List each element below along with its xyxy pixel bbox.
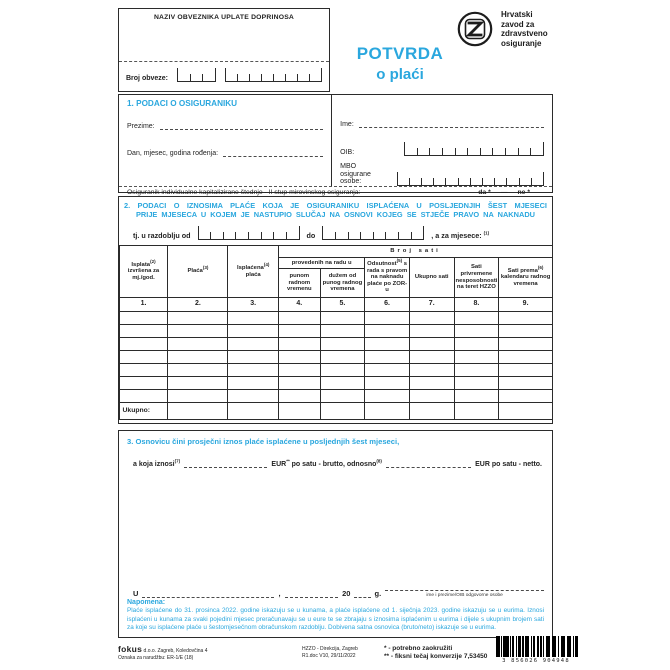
- mbo-label: MBO osigurane osobe:: [340, 163, 371, 185]
- hzzo-logo: [456, 10, 548, 53]
- oib-label: OIB:: [340, 149, 355, 156]
- barcode-digits: 3 856026 904948: [502, 657, 570, 664]
- table-cell[interactable]: [119, 338, 168, 351]
- barcode-bars-icon: [496, 636, 578, 657]
- table-cell[interactable]: [320, 312, 365, 325]
- table-cell[interactable]: [119, 390, 168, 403]
- table-cell[interactable]: [454, 312, 499, 325]
- col-header-sati-kalendar: Sati prema$^{(6)}$ kalendaru radnog vremena: [499, 258, 553, 298]
- ukupno-row: [119, 403, 553, 420]
- iznos-brutto-field[interactable]: [184, 458, 267, 468]
- obveznik-box-title: NAZIV OBVEZNIKA UPLATE DOPRINOSA: [153, 14, 295, 21]
- table-cell[interactable]: [119, 364, 168, 377]
- prezime-label: Prezime:: [127, 123, 155, 130]
- iznos-label: a koja iznosi$^{(7)}$: [133, 458, 181, 468]
- table-cell[interactable]: [409, 364, 454, 377]
- broj-obveze-label: Broj obveze:: [126, 75, 169, 82]
- table-cell[interactable]: [454, 377, 499, 390]
- note-zaokruziti: * - potrebno zaokružiti: [384, 645, 453, 652]
- table-cell[interactable]: [365, 364, 410, 377]
- table-cell[interactable]: [119, 377, 168, 390]
- table-cell[interactable]: [499, 377, 553, 390]
- table-cell[interactable]: [168, 390, 228, 403]
- stednja-label: Osiguranik individualne kapitalizirane štednje - II stup mirovinskog osiguranja:: [127, 188, 361, 196]
- signature-field[interactable]: [385, 581, 544, 591]
- table-empty-row: [119, 377, 553, 390]
- table-cell[interactable]: [320, 390, 365, 403]
- col-group-broj-sati: Broj sati: [279, 246, 553, 258]
- table-cell[interactable]: [320, 364, 365, 377]
- table-cell[interactable]: [454, 325, 499, 338]
- table-cell[interactable]: [454, 338, 499, 351]
- table-cell[interactable]: [168, 364, 228, 377]
- napomena-text: Plaće isplaćene do 31. prosinca 2022. godine iskazuju se u kunama, a plaće isplaćene od 1. siječnja 2023. godine iskazuju se u eurima. Iznosi isplaćeni u kunama za svaki pojedini mjesec preračunavaju se u eure te se zbrajaju s iznosima isplaćenim u eurima i dijele s ukupnim brojem sati za koje su isplaćene plaće u šestomjesečnom obračunskom razdoblju. Dobivena satna osnovica (bruto/neto) iskazuje se u eurima.: [127, 607, 544, 632]
- table-empty-row: [119, 390, 553, 403]
- napomena-label: Napomena:: [127, 599, 166, 606]
- razdoblje-do-label: do: [306, 231, 316, 240]
- col-number: 7.: [409, 298, 454, 312]
- table-cell[interactable]: [228, 390, 279, 403]
- table-cell[interactable]: [499, 312, 553, 325]
- col-number: 5.: [320, 298, 365, 312]
- ukupno-cell[interactable]: [228, 403, 279, 420]
- broj-obveze-field-1[interactable]: [177, 68, 216, 82]
- table-cell[interactable]: [279, 325, 321, 338]
- ime-field[interactable]: [359, 118, 544, 128]
- table-cell[interactable]: [499, 364, 553, 377]
- table-cell[interactable]: [168, 377, 228, 390]
- col-header-duzem: dužem od punog radnog vremena: [320, 269, 365, 298]
- table-empty-row: [119, 351, 553, 364]
- col-header-odsutnost: Odsutnost$^{(5)}$ s rada s pravom na naknadu plaće po ZOR-u: [365, 258, 410, 298]
- ukupno-cell[interactable]: [168, 403, 228, 420]
- col-header-sati-hzzo: Sati privremene nesposobnosti na teret HZZO: [454, 258, 499, 298]
- table-cell[interactable]: [119, 351, 168, 364]
- table-cell[interactable]: [365, 390, 410, 403]
- hzzo-info: HZZO - Direkcija, Zagreb R1.doc V10, 29/11/2022: [302, 646, 358, 659]
- section-1-podaci-o-osiguraniku: [118, 94, 553, 196]
- stednja-ne-option[interactable]: ne *: [517, 188, 530, 196]
- table-cell[interactable]: [409, 377, 454, 390]
- rodjenje-label: Dan, mjesec, godina rođenja:: [127, 150, 219, 157]
- table-cell[interactable]: [409, 390, 454, 403]
- table-cell[interactable]: [168, 351, 228, 364]
- table-cell[interactable]: [168, 325, 228, 338]
- table-cell[interactable]: [228, 312, 279, 325]
- col-header-placa: Plaća$^{(3)}$: [168, 246, 228, 298]
- table-cell[interactable]: [499, 351, 553, 364]
- broj-obveze-field-2[interactable]: [225, 68, 322, 82]
- ukupno-cell[interactable]: [409, 403, 454, 420]
- footer: [118, 645, 578, 669]
- table-cell[interactable]: [228, 325, 279, 338]
- section-2-heading: 2. PODACI O IZNOSIMA PLAĆE KOJA JE OSIGURANIKU ISPLAĆENA U POSLJEDNJIH ŠEST MJESECI PRIJE MJESECA U KOJEM JE NASTUPIO SLUČAJ NA OSNOVI KOJEG SE STJEČE PRAVO NA NAKNADU: [124, 201, 547, 219]
- razdoblje-do-field[interactable]: [322, 226, 424, 240]
- printer-info: fokus d.o.o. Zagreb, Koledovčina 4 Oznaka za narudžbu: ER-1/E (18): [118, 646, 288, 661]
- ukupno-cell[interactable]: [320, 403, 365, 420]
- hzzo-logo-text: Hrvatski zavod za zdravstveno osiguranje: [501, 10, 548, 48]
- table-cell[interactable]: [365, 312, 410, 325]
- col-header-punom: punom radnom vremenu: [279, 269, 321, 298]
- printer-brand: fokus: [118, 644, 143, 654]
- col-number: 8.: [454, 298, 499, 312]
- col-header-isplacena-placa: Isplaćena$^{(4)}$ plaća: [228, 246, 279, 298]
- col-header-isplata: Isplata$^{(2)}$ izvršena za mj./god.: [119, 246, 168, 298]
- ukupno-cell[interactable]: [499, 403, 553, 420]
- ukupno-cell[interactable]: [454, 403, 499, 420]
- obveznik-box: [118, 8, 330, 92]
- eur-brutto-label: EUR** po satu - brutto, odnosno$^{(8)}$: [271, 458, 382, 468]
- table-cell[interactable]: [228, 351, 279, 364]
- table-cell[interactable]: [228, 377, 279, 390]
- col-number: 4.: [279, 298, 321, 312]
- godina-label: g.: [374, 588, 382, 598]
- table-empty-row: [119, 338, 553, 351]
- table-cell[interactable]: [119, 312, 168, 325]
- table-cell[interactable]: [409, 338, 454, 351]
- table-cell[interactable]: [499, 390, 553, 403]
- ukupno-cell[interactable]: [365, 403, 410, 420]
- section-3-heading: 3. Osnovicu čini prosječni iznos plaće isplaćene u posljednjih šest mjeseci,: [127, 437, 400, 446]
- table-cell[interactable]: [454, 351, 499, 364]
- table-empty-row: [119, 364, 553, 377]
- table-cell[interactable]: [365, 338, 410, 351]
- mjesto-label: U: [133, 588, 139, 598]
- table-cell[interactable]: [320, 377, 365, 390]
- table-cell[interactable]: [320, 351, 365, 364]
- col-group-provedenih: provedenih na radu u: [279, 258, 365, 269]
- napomena: [127, 599, 544, 633]
- section-1-heading: 1. PODACI O OSIGURANIKU: [127, 99, 238, 108]
- salary-table: [119, 245, 554, 420]
- col-number: 2.: [168, 298, 228, 312]
- table-cell[interactable]: [320, 325, 365, 338]
- col-number: 9.: [499, 298, 553, 312]
- printer-order-code: Oznaka za narudžbu: ER-1/E (18): [118, 655, 194, 661]
- table-empty-row: [119, 312, 553, 325]
- eur-netto-label: EUR po satu - netto.: [475, 461, 542, 468]
- comma: ,: [278, 588, 281, 598]
- table-cell[interactable]: [454, 390, 499, 403]
- ukupno-label: Ukupno:: [119, 403, 168, 420]
- rodjenje-field[interactable]: [223, 147, 323, 157]
- barcode: [496, 636, 576, 664]
- col-number: 1.: [119, 298, 168, 312]
- table-cell[interactable]: [409, 325, 454, 338]
- ukupno-cell[interactable]: [279, 403, 321, 420]
- table-cell[interactable]: [365, 351, 410, 364]
- signature-block: [385, 581, 544, 598]
- ime-label: Ime:: [340, 121, 354, 128]
- col-header-ukupno-sati: Ukupno sati: [409, 258, 454, 298]
- col-number: 6.: [365, 298, 410, 312]
- year-prefix: 20: [342, 588, 351, 598]
- razdoblje-od-field[interactable]: [198, 226, 300, 240]
- table-cell[interactable]: [454, 364, 499, 377]
- stednja-da-option[interactable]: da *: [478, 188, 491, 196]
- datum-field[interactable]: [285, 588, 339, 598]
- table-cell[interactable]: [279, 312, 321, 325]
- iznos-netto-field[interactable]: [386, 458, 471, 468]
- table-cell[interactable]: [320, 338, 365, 351]
- table-cell[interactable]: [409, 351, 454, 364]
- mbo-field[interactable]: [397, 172, 544, 186]
- table-cell[interactable]: [409, 312, 454, 325]
- table-cell[interactable]: [279, 338, 321, 351]
- table-cell[interactable]: [365, 325, 410, 338]
- note-tecaj: ** - fiksni tečaj konverzije 7,53450: [384, 653, 488, 660]
- table-cell[interactable]: [168, 312, 228, 325]
- table-cell[interactable]: [228, 364, 279, 377]
- table-cell[interactable]: [119, 325, 168, 338]
- form-title: POTVRDA o plaći: [356, 44, 444, 83]
- table-cell[interactable]: [168, 338, 228, 351]
- table-empty-row: [119, 325, 553, 338]
- year-field[interactable]: [354, 588, 370, 598]
- col-number: 3.: [228, 298, 279, 312]
- table-cell[interactable]: [279, 377, 321, 390]
- table-cell[interactable]: [279, 351, 321, 364]
- table-cell[interactable]: [499, 338, 553, 351]
- prezime-field[interactable]: [160, 120, 324, 130]
- obveznik-fill-area[interactable]: [119, 21, 329, 61]
- mjesto-field[interactable]: [142, 588, 274, 598]
- stednja-dash: —: [500, 188, 508, 196]
- razdoblje-tail-label: , a za mjesece: $^{(1)}$: [431, 230, 490, 240]
- section-2-podaci-o-iznosima-place: [118, 196, 553, 424]
- oib-field[interactable]: [404, 142, 544, 156]
- razdoblje-od-label: tj. u razdoblju od: [133, 231, 191, 240]
- table-cell[interactable]: [279, 390, 321, 403]
- table-cell[interactable]: [279, 364, 321, 377]
- table-cell[interactable]: [499, 325, 553, 338]
- asterisk-notes: [384, 645, 487, 661]
- table-cell[interactable]: [228, 338, 279, 351]
- table-cell[interactable]: [365, 377, 410, 390]
- signature-caption: ime i prezime/OIB odgovorne osobe: [426, 592, 503, 598]
- section-3-osnovica: [118, 430, 553, 638]
